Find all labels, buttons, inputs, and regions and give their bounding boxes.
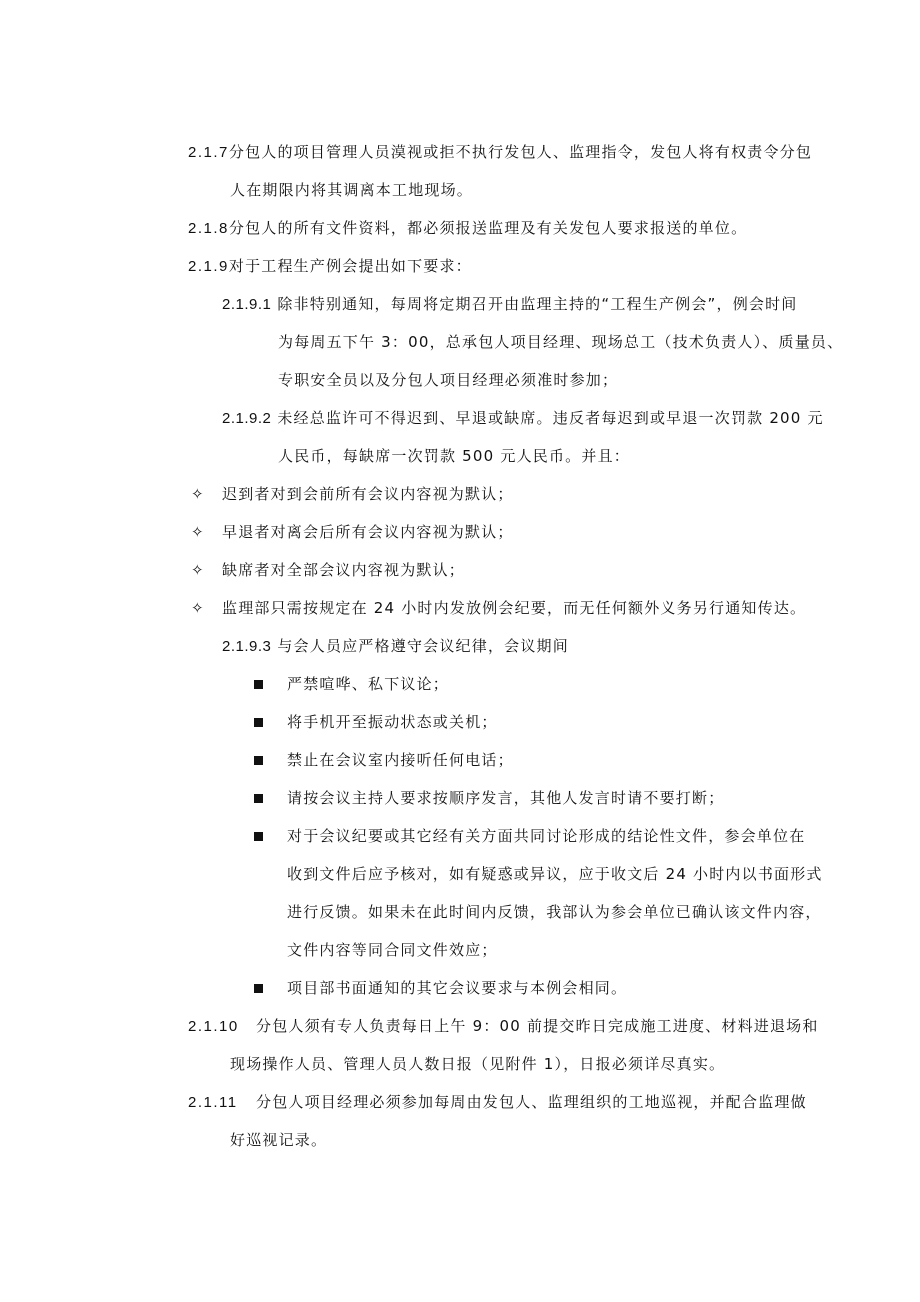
- diamond-item-2: 早退者对离会后所有会议内容视为默认；: [222, 523, 514, 541]
- clause-2-1-9-1-line-1: [222, 285, 798, 324]
- square-bullet-icon: [254, 741, 263, 779]
- clause-number: 2.1.10: [188, 1018, 239, 1035]
- clause-2-1-7-line-2: 人在期限内将其调离本工地现场。: [230, 181, 474, 199]
- diamond-bullet-icon: ✧: [191, 485, 204, 503]
- clause-text: 除非特别通知，每周将定期召开由监理主持的“工程生产例会”，例会时间: [277, 295, 798, 313]
- clause-2-1-9-1-line-2: 为每周五下午 3：00，总承包人项目经理、现场总工（技术负责人）、质量员、: [278, 333, 844, 351]
- bullet-item-6: 项目部书面通知的其它会议要求与本例会相同。: [287, 979, 628, 997]
- bullet-item-1: 严禁喧哗、私下议论；: [287, 675, 450, 693]
- clause-2-1-11-line-2: 好巡视记录。: [230, 1131, 328, 1149]
- clause-number: 2.1.11: [188, 1094, 238, 1111]
- diamond-bullet-icon: ✧: [191, 561, 204, 579]
- clause-2-1-9-3: [222, 627, 569, 666]
- clause-text: 与会人员应严格遵守会议纪律，会议期间: [277, 637, 569, 655]
- clause-number: 2.1.9.2: [222, 410, 272, 427]
- bullet-item-5-line-4: 文件内容等同合同文件效应；: [287, 941, 498, 959]
- clause-2-1-9-2-line-1: [222, 399, 824, 438]
- square-bullet-icon: [254, 665, 263, 703]
- clause-number: 2.1.9.1: [222, 296, 272, 313]
- clause-text: 分包人项目经理必须参加每周由发包人、监理组织的工地巡视，并配合监理做: [256, 1093, 807, 1111]
- diamond-item-1: 迟到者对到会前所有会议内容视为默认；: [222, 485, 514, 503]
- clause-text: 对于工程生产例会提出如下要求：: [228, 257, 472, 275]
- bullet-item-5-line-3: 进行反馈。如果未在此时间内反馈，我部认为参会单位已确认该文件内容，: [287, 903, 822, 921]
- diamond-bullet-icon: ✧: [191, 599, 204, 617]
- square-bullet-icon: [254, 779, 263, 817]
- clause-text: 分包人须有专人负责每日上午 9：00 前提交昨日完成施工进度、材料进退场和: [256, 1017, 819, 1035]
- clause-2-1-10-line-2: 现场操作人员、管理人员人数日报（见附件 1），日报必须详尽真实。: [230, 1055, 726, 1073]
- clause-text: 分包人的项目管理人员漠视或拒不执行发包人、监理指令，发包人将有权责令分包: [228, 143, 813, 161]
- bullet-item-2: 将手机开至振动状态或关机；: [287, 713, 498, 731]
- clause-number: 2.1.9.3: [222, 638, 272, 655]
- clause-2-1-8: [188, 209, 747, 248]
- clause-2-1-9-2-line-2: 人民币，每缺席一次罚款 500 元人民币。并且：: [278, 447, 630, 465]
- clause-number: 2.1.7: [188, 144, 229, 161]
- bullet-item-3: 禁止在会议室内接听任何电话；: [287, 751, 514, 769]
- diamond-item-4: 监理部只需按规定在 24 小时内发放例会纪要，而无任何额外义务另行通知传达。: [222, 599, 807, 617]
- clause-2-1-11-line-1: [188, 1083, 807, 1122]
- square-bullet-icon: [254, 969, 263, 1007]
- bullet-item-4: 请按会议主持人要求按顺序发言，其他人发言时请不要打断；: [287, 789, 725, 807]
- clause-2-1-9-1-line-3: 专职安全员以及分包人项目经理必须准时参加；: [278, 371, 619, 389]
- square-bullet-icon: [254, 817, 263, 855]
- clause-number: 2.1.9: [188, 258, 229, 275]
- clause-text: 分包人的所有文件资料，都必须报送监理及有关发包人要求报送的单位。: [228, 219, 748, 237]
- diamond-bullet-icon: ✧: [191, 523, 204, 541]
- clause-number: 2.1.8: [188, 220, 229, 237]
- clause-2-1-7-line-1: [188, 133, 812, 172]
- diamond-item-3: 缺席者对全部会议内容视为默认；: [222, 561, 466, 579]
- clause-2-1-9: [188, 247, 472, 286]
- bullet-item-5-line-2: 收到文件后应予核对，如有疑惑或异议，应于收文后 24 小时内以书面形式: [287, 865, 823, 883]
- square-bullet-icon: [254, 703, 263, 741]
- clause-2-1-10-line-1: [188, 1007, 819, 1046]
- bullet-item-5-line-1: 对于会议纪要或其它经有关方面共同讨论形成的结论性文件，参会单位在: [287, 827, 806, 845]
- clause-text: 未经总监许可不得迟到、早退或缺席。违反者每迟到或早退一次罚款 200 元: [277, 409, 824, 427]
